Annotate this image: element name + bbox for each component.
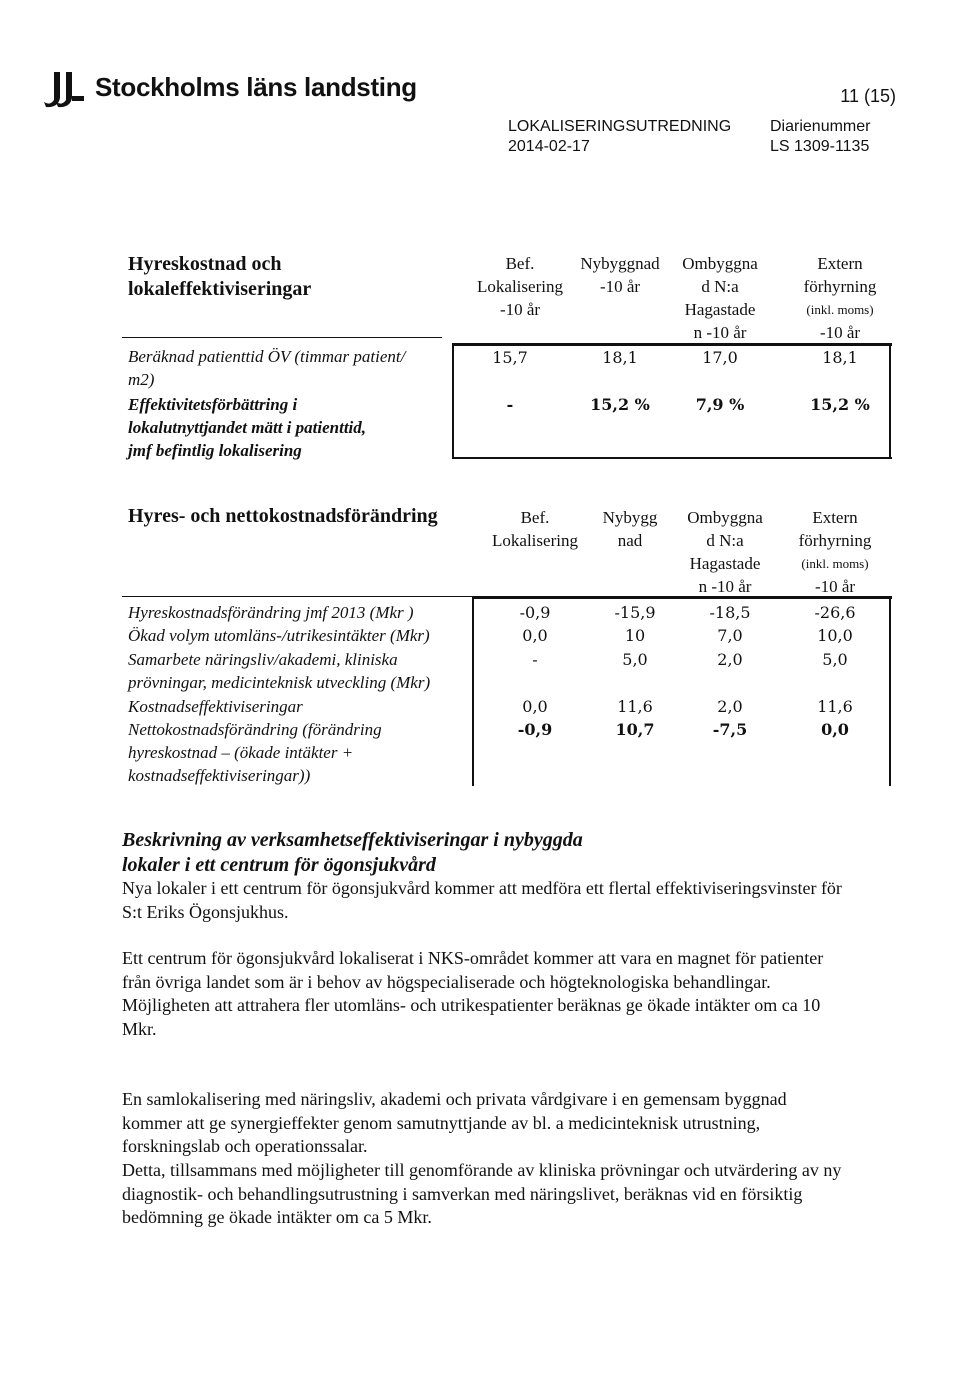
table2-col-external: Extern förhyrning (inkl. moms) -10 år [798, 508, 872, 596]
table2-cell: - [532, 650, 538, 669]
table1-bottom-border [452, 457, 892, 459]
paragraph-4: Detta, tillsammans med möjligheter till genomförande av kliniska prövningar och utvärdering av ny diagnostik- och behandlingsutrustning i samverkan med näringslivet, beräknas vid en försiktig bedömning ge ökade intäkter om ca 5 Mkr. [122, 1160, 842, 1228]
table2-cell: -26,6 [814, 603, 856, 622]
table1-col-newbuild: Nybyggnad -10 år [580, 254, 660, 296]
diary-label: Diarienummer [770, 118, 871, 135]
table1-header-rule [452, 343, 892, 346]
document-type: LOKALISERINGSUTREDNING [508, 118, 732, 135]
table1-row-label: Beräknad patienttid ÖV (timmar patient/ m2) [128, 347, 406, 389]
table2-cell: 0,0 [522, 697, 548, 716]
table1-cell: 18,1 [822, 348, 858, 367]
document-date: 2014-02-17 [508, 138, 590, 155]
table2-cell: 10,0 [817, 626, 853, 645]
table2-col-rebuild: Ombyggna d N:a Hagastade n -10 år [687, 508, 763, 596]
table2-row-label: Kostnadseffektiviseringar [128, 697, 303, 716]
table2-left-border [472, 596, 474, 786]
table1-cell: 15,7 [492, 348, 528, 367]
table2-row-label: Hyreskostnadsförändring jmf 2013 (Mkr ) [128, 603, 414, 622]
table2-right-border [889, 596, 891, 786]
table1-left-border [452, 343, 454, 459]
table2-col-newbuild: Nybygg nad [602, 508, 658, 550]
table1-cell: - [506, 395, 514, 414]
table2-col-current: Bef. Lokalisering [492, 508, 578, 550]
table2-cell: 2,0 [717, 650, 743, 669]
table2-row-label: Ökad volym utomläns-/utrikesintäkter (Mkr) [128, 626, 430, 645]
table1-col-current: Bef. Lokalisering -10 år [477, 254, 563, 319]
paragraph-2: Ett centrum för ögonsjukvård lokaliserat i NKS-området kommer att vara en magnet för patienter från övriga landet som är i behov av högspecialiserade och högteknologiska behandlingar. Möjligheten att attrahera fler utomläns- och utrikespatienter beräknas ge ökade intäkter om ca 10 Mkr. [122, 948, 824, 1039]
table1-row-label: Effektivitetsförbättring i lokalutnyttjandet mätt i patienttid, jmf befintlig lokalisering [128, 395, 367, 460]
table1-col-external: Extern förhyrning (inkl. moms) -10 år [803, 254, 877, 342]
table1-cell: 7,9 % [695, 395, 745, 414]
table1-col-rebuild: Ombyggna d N:a Hagastade n -10 år [682, 254, 758, 342]
table2-cell: 0,0 [522, 626, 548, 645]
table2-cell: -7,5 [712, 720, 748, 739]
table2-cell: -0,9 [519, 603, 551, 622]
org-name: Stockholms läns landsting [95, 72, 417, 102]
table1-label-rule [122, 337, 442, 338]
table1-title: Hyreskostnad och lokaleffektiviseringar [128, 253, 312, 300]
table1-cell: 18,1 [602, 348, 638, 367]
table2-title: Hyres- och nettokostnadsförändring [128, 505, 438, 527]
page-number: 11 (15) [840, 86, 896, 106]
table2-cell: -18,5 [709, 603, 751, 622]
table2-cell: 7,0 [717, 626, 743, 645]
table2-row-label: Samarbete näringsliv/akademi, kliniska prövningar, medicinteknisk utveckling (Mkr) [128, 650, 431, 692]
table2-cell: 2,0 [717, 697, 743, 716]
paragraph-3: En samlokalisering med näringsliv, akademi och privata vårdgivare i en gemensam byggnad kommer att ge synergieffekter genom samutnyttjande av bl. a medicinteknisk utrustning, forskningslab och operationssalar. [122, 1089, 787, 1157]
table2-label-rule [122, 596, 472, 597]
table2-cell: -0,9 [517, 720, 553, 739]
table1-cell: 15,2 % [590, 395, 650, 414]
table2-cell: 10 [624, 626, 646, 645]
table2-cell: 5,0 [622, 650, 648, 669]
table2-cell: -15,9 [614, 603, 656, 622]
table1-cell: 17,0 [702, 348, 738, 367]
table2-row-label: Nettokostnadsförändring (förändring hyreskostnad – (ökade intäkter + kostnadseffektiviseringar)) [128, 720, 382, 785]
diary-number: LS 1309-1135 [770, 138, 870, 155]
table1-cell: 15,2 % [810, 395, 870, 414]
table2-cell: 11,6 [817, 697, 853, 716]
table2-cell: 0,0 [821, 720, 849, 739]
section-heading: Beskrivning av verksamhetseffektiviseringar i nybyggda lokaler i ett centrum för ögonsjukvård [122, 829, 583, 876]
paragraph-1: Nya lokaler i ett centrum för ögonsjukvård kommer att medföra ett flertal effektiviseringsvinster för S:t Eriks Ögonsjukhus. [122, 878, 842, 922]
table2-cell: 11,6 [617, 697, 653, 716]
table2-cell: 5,0 [822, 650, 848, 669]
table2-cell: 10,7 [615, 720, 655, 739]
table2-header-rule [472, 596, 892, 599]
sll-logo-icon [40, 68, 86, 108]
